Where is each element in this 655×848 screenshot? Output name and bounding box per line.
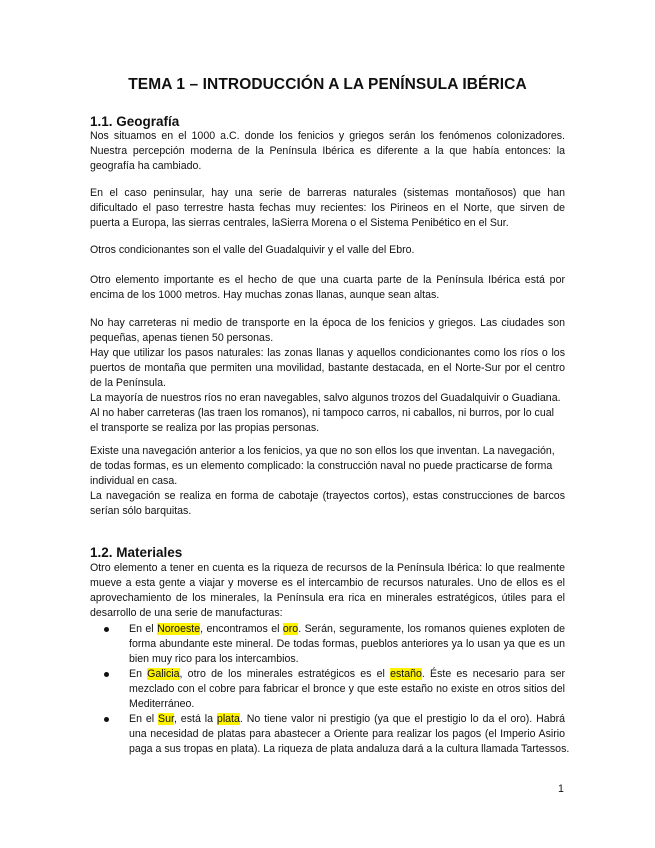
text-line: aprovechamiento de los minerales, la Península era rica en minerales estratégicos, útiles para el bbox=[90, 592, 565, 604]
list-item-text bbox=[129, 667, 565, 712]
highlighted-text: plata bbox=[216, 713, 240, 725]
text-line: En Galicia, otro de los minerales estratégicos es el estaño. Éste es necesario para ser bbox=[129, 668, 566, 680]
text-line: una necesidad de platas para abastecer a Oriente para realizar los pagos (el Imperio Asirio bbox=[129, 728, 565, 740]
paragraph bbox=[90, 316, 565, 436]
text-line: Mediterráneo. bbox=[129, 698, 195, 710]
text-line: individual en casa. bbox=[90, 475, 178, 487]
text-line: En el caso peninsular, hay una serie de barreras naturales (sistemas montañosos) que han bbox=[90, 187, 565, 199]
section-heading-geografia: 1.1. Geografía bbox=[90, 114, 180, 129]
text-line: Nuestra percepción moderna de la Península Ibérica es diferente a la que había entonces: la bbox=[90, 145, 565, 157]
highlighted-text: Galicia bbox=[147, 668, 180, 680]
text-line: En el Sur, está la plata. No tiene valor ni prestigio (ya que el prestigio lo da el oro). Habrá bbox=[129, 713, 566, 725]
text-line: desarrollo de una serie de manufacturas: bbox=[90, 607, 283, 619]
bullet-icon bbox=[104, 717, 109, 722]
text-line: Otro elemento a tener en cuenta es la riqueza de recursos de la Península Ibérica: lo que realmente bbox=[90, 562, 565, 574]
text-line: No hay carreteras ni medio de transporte en la época de los fenicios y griegos. Las ciudades son bbox=[90, 317, 565, 329]
paragraph bbox=[90, 129, 565, 174]
text-line: Otro elemento importante es el hecho de que una cuarta parte de la Península Ibérica está por bbox=[90, 274, 565, 286]
paragraph bbox=[90, 273, 565, 303]
text-line: Existe una navegación anterior a los fenicios, ya que no son ellos los que inventan. La navegación, bbox=[90, 445, 555, 457]
paragraph bbox=[90, 444, 565, 519]
section-heading-materiales: 1.2. Materiales bbox=[90, 545, 183, 560]
text-line: el transporte se realiza por las propias personas. bbox=[90, 422, 320, 434]
text-line: Hay que utilizar los pasos naturales: las zonas llanas y aquellos condicionantes como los ríos o los bbox=[90, 347, 565, 359]
list-item-text bbox=[129, 712, 570, 757]
text-line: La navegación se realiza en forma de cabotaje (trayectos cortos), estas construcciones de barcos bbox=[90, 490, 565, 502]
highlighted-text: Noroeste bbox=[157, 623, 201, 635]
text-line: Otros condicionantes son el valle del Guadalquivir y el valle del Ebro. bbox=[90, 244, 415, 256]
text-line: La mayoría de nuestros ríos no eran navegables, salvo algunos trozos del Guadalquivir o Guadiana. bbox=[90, 392, 561, 404]
paragraph bbox=[90, 186, 565, 231]
paragraph bbox=[90, 561, 565, 621]
text-line: Al no haber carreteras (las traen los romanos), ni tampoco carros, ni caballos, ni burros, por lo cual bbox=[90, 407, 554, 419]
text-line: encima de los 1000 metros. Hay muchas zonas llanas, aunque sean altas. bbox=[90, 289, 440, 301]
text-line: bien muy rico para los intercambios. bbox=[129, 653, 299, 665]
text-line: puertos de montaña que permiten una movilidad, bastante destacada, en el Norte-Sur por el centro bbox=[90, 362, 565, 374]
text-line: pequeñas, apenas tienen 50 personas. bbox=[90, 332, 274, 344]
text-line: de todas formas, es un elemento complicado: la construcción naval no puede practicarse de forma bbox=[90, 460, 553, 472]
highlighted-text: Sur bbox=[158, 713, 174, 725]
text-line: dificultado el paso terrestre hasta fechas muy recientes: los Pirineos en el Norte, que sirven de bbox=[90, 202, 565, 214]
text-line: puerta a Europa, las sierras centrales, laSierra Morena o el Sistema Penibético en el Sur. bbox=[90, 217, 509, 229]
page-number: 1 bbox=[558, 783, 564, 795]
text-line: forma abundante este mineral. De todas formas, pueblos anteriores ya lo usan ya que es un bbox=[129, 638, 565, 650]
text-line: mueve a esta gente a viajar y moverse es el intercambio de recursos naturales. Uno de ellos es el bbox=[90, 577, 565, 589]
text-line: En el Noroeste, encontramos el oro. Serán, seguramente, los romanos quienes exploten de bbox=[129, 623, 565, 635]
bullet-icon bbox=[104, 672, 109, 677]
document-title: TEMA 1 – INTRODUCCIÓN A LA PENÍNSULA IBÉRICA bbox=[128, 76, 527, 93]
text-line: serían sólo barquitas. bbox=[90, 505, 192, 517]
highlighted-text: oro bbox=[282, 623, 299, 635]
bullet-icon bbox=[104, 627, 109, 632]
text-line: de la Península. bbox=[90, 377, 166, 389]
text-line: paga a sus tropas en plata). La riqueza de plata andaluza dará a la cultura llamada Tartessos. bbox=[129, 743, 570, 755]
highlighted-text: estaño bbox=[390, 668, 422, 680]
list-item-text bbox=[129, 622, 565, 667]
text-line: mezclado con el cobre para fabricar el bronce y que este estaño no existe en otros sitios del bbox=[129, 683, 565, 695]
text-line: geografía ha cambiado. bbox=[90, 160, 202, 172]
text-line: Nos situamos en el 1000 a.C. donde los fenicios y griegos serán los fenómenos colonizadores. bbox=[90, 130, 565, 142]
paragraph bbox=[90, 243, 565, 258]
